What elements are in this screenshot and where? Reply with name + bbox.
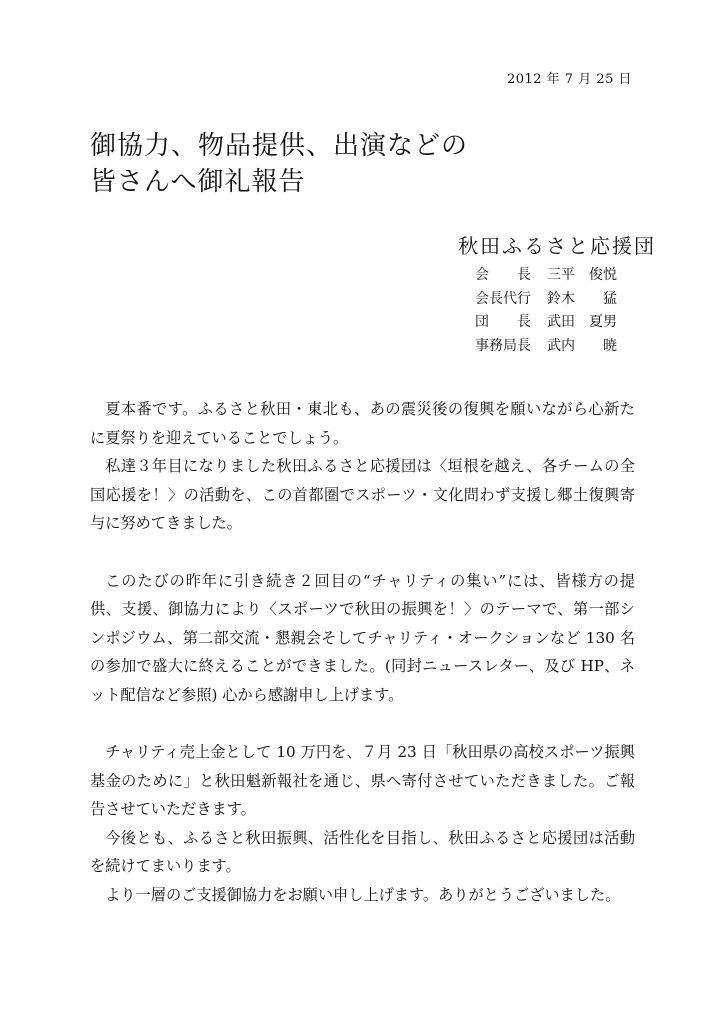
body-paragraph: 夏本番です。ふるさと秋田・東北も、あの震災後の復興を願いながら心新たに夏祭りを迎えていることでしょう。 <box>90 400 635 447</box>
organization-name: 秋田ふるさと応援団 <box>458 234 656 258</box>
officer-role: 会長代行 <box>475 290 531 307</box>
title-line: 皆さんへ御礼報告 <box>90 167 306 197</box>
officer-role: 団 長 <box>475 314 531 330</box>
officer-role: 会 長 <box>475 267 531 283</box>
paragraph-gap <box>90 538 635 567</box>
letter-date: 2012 年 7 月 25 日 <box>506 72 632 87</box>
officer-name: 武田 夏男 <box>547 314 617 330</box>
letter-title <box>90 128 468 200</box>
officer-row <box>475 335 617 359</box>
body-paragraph: 私達３年目になりました秋田ふるさと応援団は〈垣根を越え、各チームの全国応援を！〉の活動を、この首都圏でスポーツ・文化問わず支援し郷土復興寄与に努めてきました。 <box>90 457 635 532</box>
officer-role: 事務局長 <box>475 337 531 354</box>
body-paragraph: このたびの昨年に引き続き２回目の“チャリティの集い”には、皆様方の提供、支援、御協力により〈スポーツで秋田の振興を！〉のテーマで、第一部シンポジウム、第二部交流・懇親会そしてチャリティ・オークションなど 130 名の参加で盛大に終えることができました。(同封ニュースレター、及び HP、ネット配信など参照) 心から感謝申し上げます。 <box>90 571 635 704</box>
officer-row <box>475 311 617 335</box>
officer-row <box>475 264 617 288</box>
officer-row <box>475 288 617 312</box>
title-line: 御協力、物品提供、出演などの <box>90 131 469 161</box>
paragraph-gap <box>90 709 635 738</box>
body-paragraph: 今後とも、ふるさと秋田振興、活性化を目指し、秋田ふるさと応援団は活動を続けてまいります。 <box>90 828 635 875</box>
officer-name: 鈴木 猛 <box>547 290 617 307</box>
letter-body <box>90 395 635 909</box>
officer-list <box>475 264 617 358</box>
officer-name: 三平 俊悦 <box>547 267 617 283</box>
body-paragraph: チャリティ売上金として 10 万円を、７月 23 日「秋田県の高校スポーツ振興基金のために」と秋田魁新報社を通じ、県へ寄付させていただきました。ご報告させていただきます。 <box>90 743 635 818</box>
officer-name: 武内 暁 <box>547 337 617 354</box>
body-paragraph: より一層のご支援御協力をお願い申し上げます。ありがとうございました。 <box>105 885 621 904</box>
